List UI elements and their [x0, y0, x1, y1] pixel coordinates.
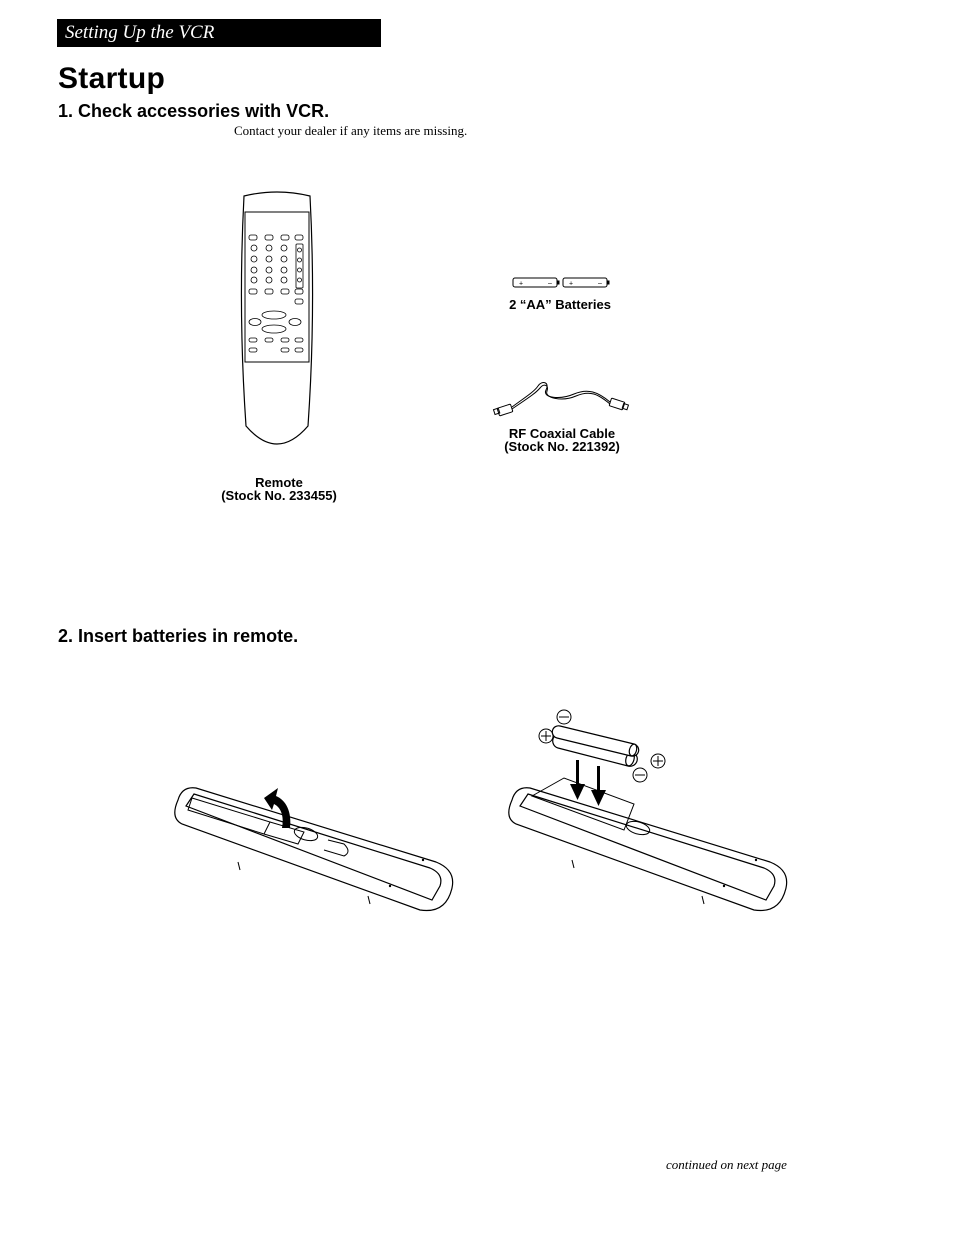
svg-text:+: +: [569, 280, 574, 288]
cable-caption: [482, 427, 642, 453]
step-1-heading: 1. Check accessories with VCR.: [58, 101, 330, 121]
section-label: Setting Up the VCR: [65, 22, 215, 43]
remote-stock-number: (Stock No. 233455): [221, 488, 337, 503]
batteries-illustration: [512, 276, 610, 290]
cable-name: RF Coaxial Cable: [508, 426, 616, 441]
step-2-heading: 2. Insert batteries in remote.: [58, 626, 299, 646]
svg-text:+: +: [519, 280, 524, 288]
batteries-caption: [480, 298, 640, 311]
svg-text:–: –: [548, 280, 552, 288]
cable-stock-number: (Stock No. 221392): [504, 439, 620, 454]
svg-text:–: –: [598, 280, 602, 288]
coaxial-cable-illustration: [494, 380, 632, 420]
remote-name: Remote: [255, 475, 303, 490]
remote-caption: [209, 476, 349, 502]
remote-back-insert-batteries-illustration: [506, 704, 796, 924]
continued-note: continued on next page: [666, 1157, 787, 1172]
page-title: Startup: [58, 62, 166, 95]
step-1-note: Contact your dealer if any items are missing.: [234, 123, 468, 138]
remote-back-open-cover-illustration: [168, 778, 458, 920]
remote-illustration: [236, 190, 318, 452]
batteries-name: 2 “AA” Batteries: [509, 297, 611, 312]
section-header-bar: [57, 19, 381, 47]
